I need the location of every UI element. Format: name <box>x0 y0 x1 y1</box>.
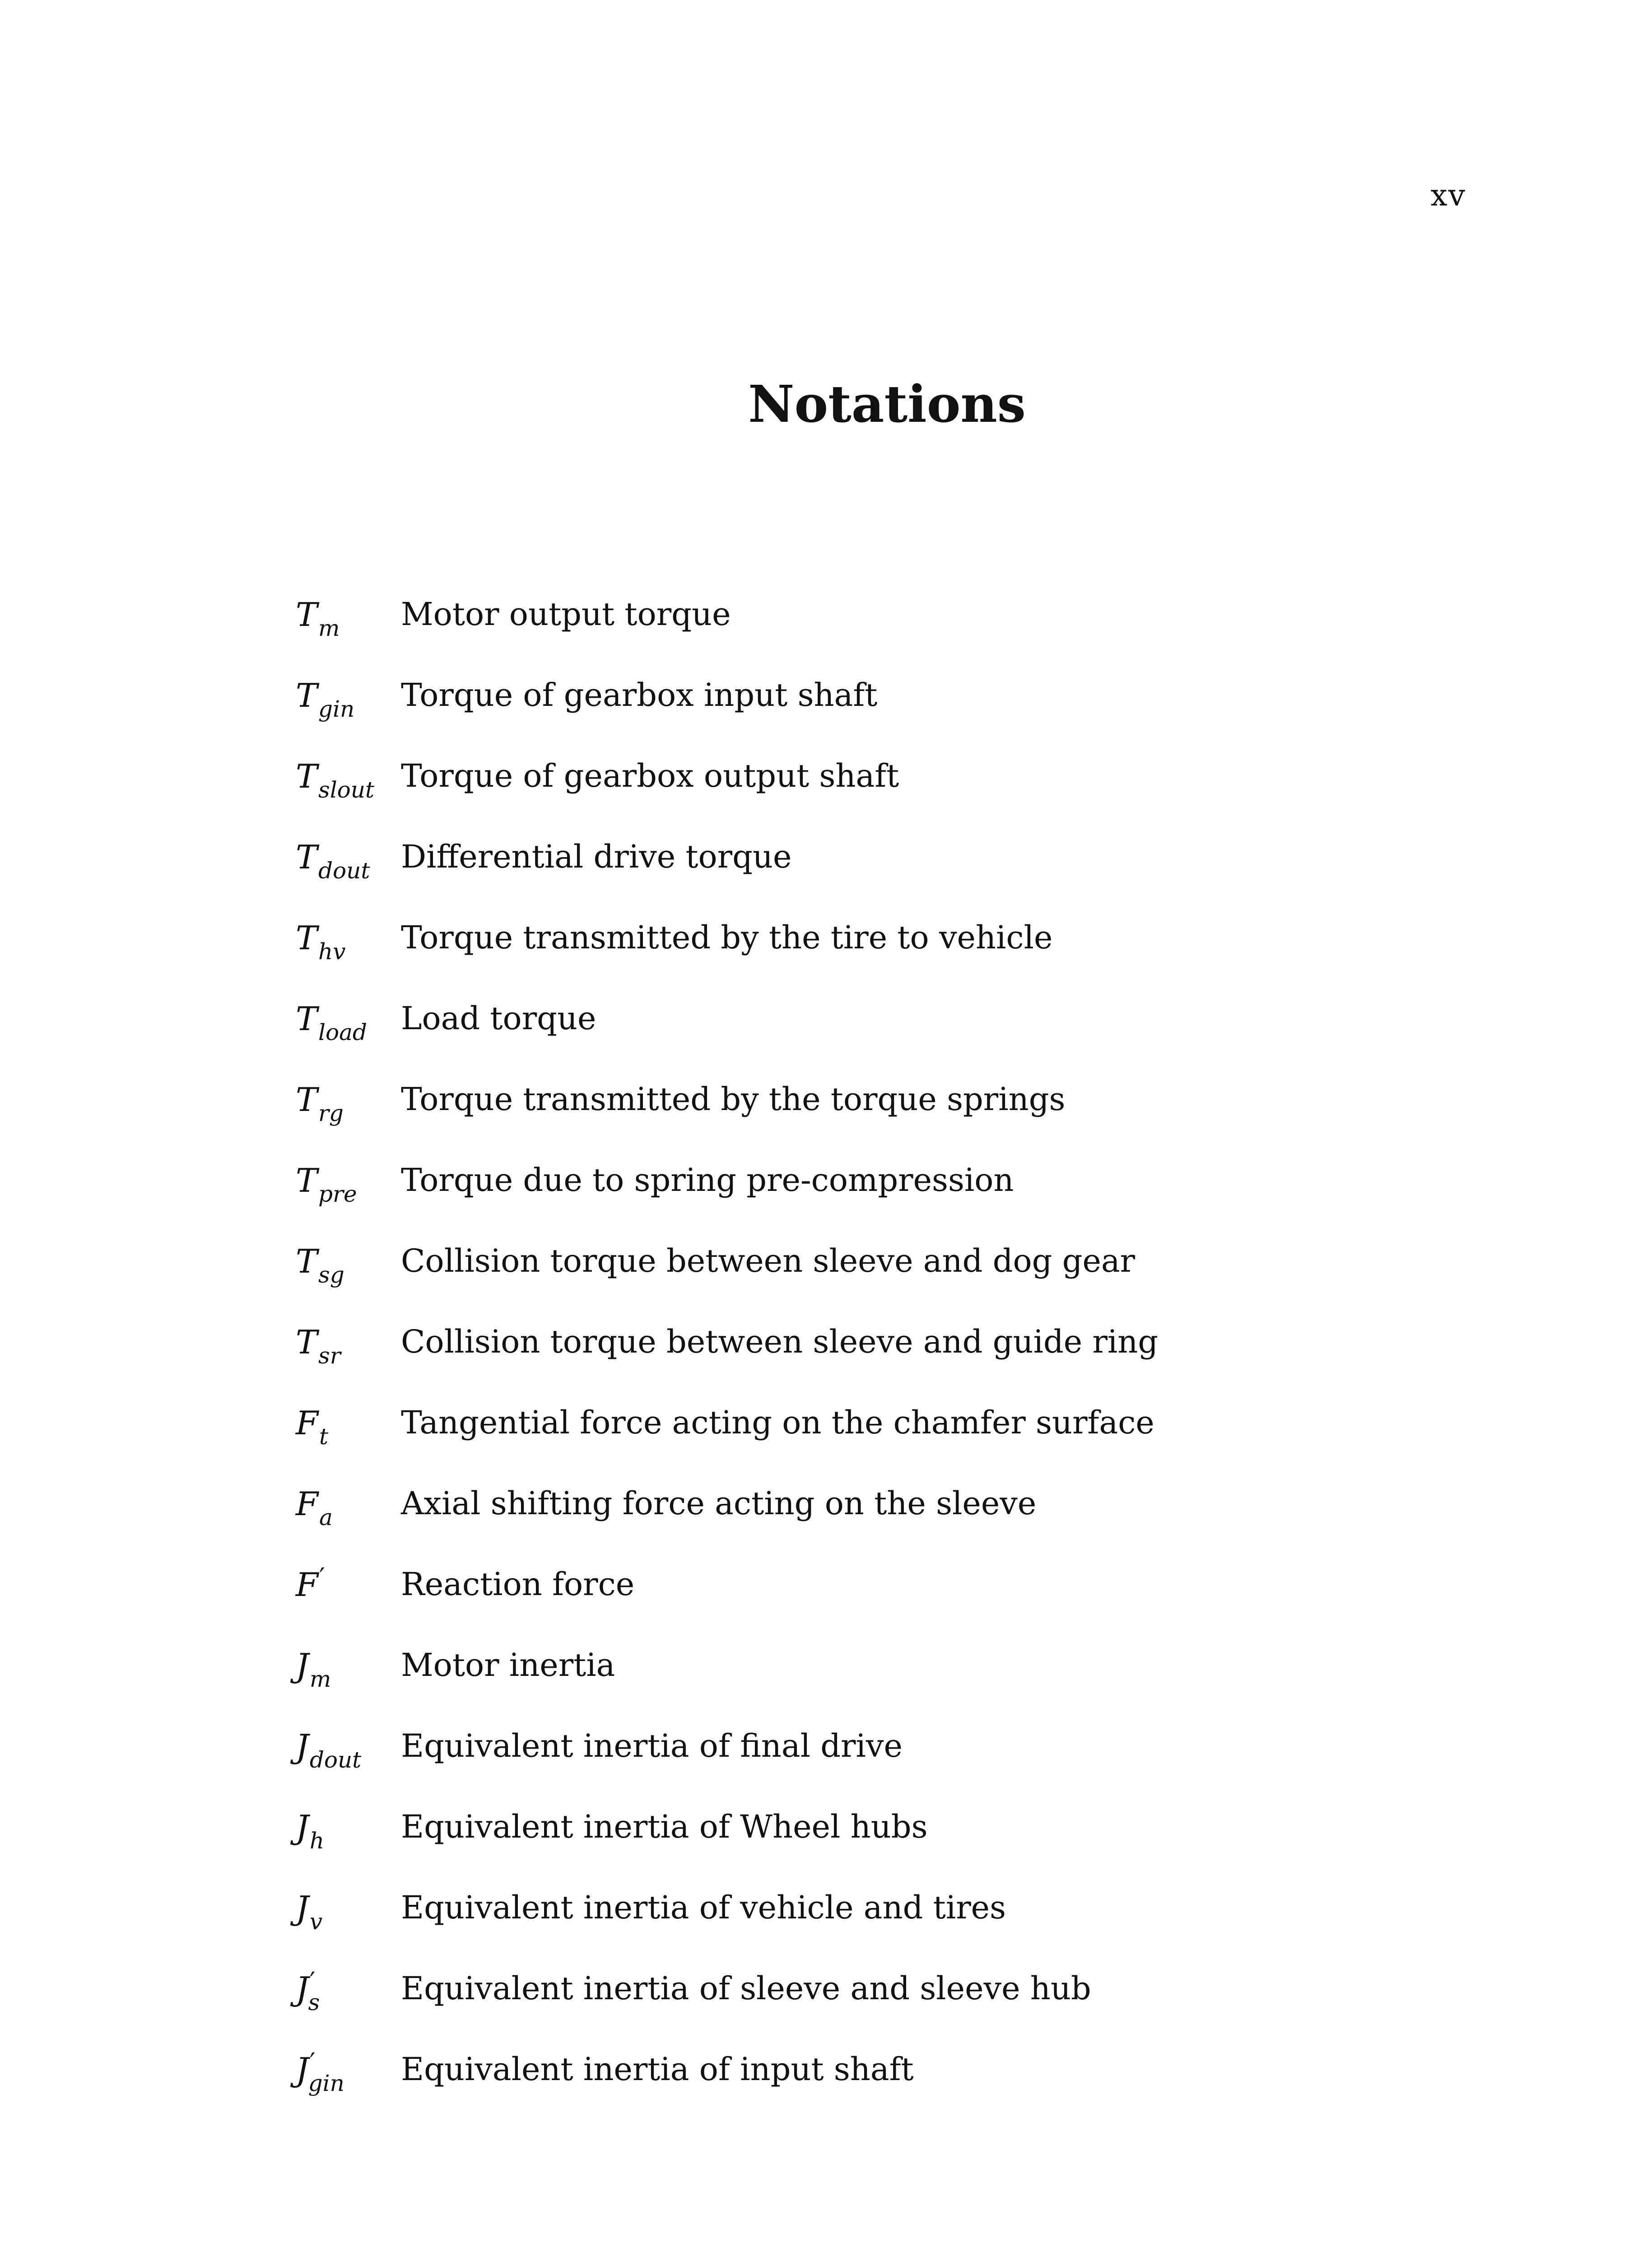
symbol-base: J <box>296 1970 309 2008</box>
notation-row <box>296 676 1470 760</box>
notation-description: Equivalent inertia of sleeve and sleeve hub <box>401 1970 1091 2007</box>
symbol-subscript: dout <box>309 1747 362 1773</box>
symbol-prime: ′ <box>309 1967 316 1997</box>
notation-description: Equivalent inertia of final drive <box>401 1727 903 1764</box>
symbol-subscript: m <box>309 1666 331 1692</box>
symbol-base: T <box>296 1242 318 1280</box>
notation-description: Tangential force acting on the chamfer surface <box>401 1404 1154 1441</box>
notation-symbol <box>296 919 346 965</box>
notation-symbol <box>296 1081 344 1126</box>
notation-description: Collision torque between sleeve and dog gear <box>401 1242 1135 1279</box>
notation-row <box>296 757 1470 841</box>
symbol-base: F <box>296 1404 318 1442</box>
page-title: Notations <box>748 375 1026 434</box>
notation-row <box>296 1323 1470 1407</box>
notation-symbol <box>296 1323 341 1369</box>
symbol-subscript: h <box>309 1828 325 1854</box>
notation-description: Axial shifting force acting on the sleeve <box>401 1485 1037 1522</box>
notation-symbol <box>296 1563 325 1604</box>
notation-symbol <box>296 1967 320 2015</box>
notation-symbol <box>296 757 375 803</box>
notation-symbol <box>296 1404 329 1450</box>
notation-row <box>296 1889 1470 1973</box>
notation-symbol <box>296 1727 362 1773</box>
notation-symbol <box>296 676 355 722</box>
notation-symbol <box>296 1000 367 1045</box>
notation-symbol <box>296 1808 325 1854</box>
symbol-prime: ′ <box>309 2048 316 2077</box>
notation-row <box>296 598 1470 679</box>
symbol-base: F <box>296 1566 318 1604</box>
symbol-base: F <box>296 1485 318 1523</box>
symbol-subscript: pre <box>318 1181 357 1207</box>
symbol-subscript: m <box>318 615 340 641</box>
notation-description: Differential drive torque <box>401 838 792 875</box>
notation-row <box>296 1242 1470 1326</box>
notation-symbol <box>296 1242 344 1288</box>
notation-description: Reaction force <box>401 1566 635 1603</box>
notation-description: Equivalent inertia of vehicle and tires <box>401 1889 1006 1926</box>
symbol-base: T <box>296 838 318 876</box>
notation-description: Motor output torque <box>401 596 731 633</box>
notation-description: Collision torque between sleeve and guide ring <box>401 1323 1159 1360</box>
notation-row <box>296 1808 1470 1892</box>
notation-row <box>296 1083 1470 1164</box>
symbol-subscript: a <box>319 1504 333 1530</box>
symbol-subscript: t <box>319 1423 329 1450</box>
notation-description: Torque of gearbox input shaft <box>401 676 878 714</box>
symbol-prime: ′ <box>319 1563 325 1592</box>
notation-description: Torque transmitted by the tire to vehicle <box>401 919 1053 956</box>
symbol-subscript: slout <box>318 777 375 803</box>
notation-description: Torque transmitted by the torque springs <box>401 1081 1066 1118</box>
notation-row <box>296 1000 1470 1083</box>
notation-list <box>296 598 1470 2134</box>
notation-row <box>296 1967 1470 2053</box>
notation-row <box>296 1404 1470 1488</box>
notation-description: Torque of gearbox output shaft <box>401 757 899 794</box>
notation-description: Load torque <box>401 1000 596 1037</box>
symbol-subscript: gin <box>318 696 355 722</box>
notation-description: Equivalent inertia of input shaft <box>401 2051 914 2088</box>
symbol-subscript: hv <box>318 938 346 965</box>
symbol-base: T <box>296 596 318 634</box>
notation-symbol <box>296 596 340 641</box>
page-number: xv <box>1430 178 1466 213</box>
notation-row <box>296 1485 1470 1568</box>
symbol-base: J <box>296 1647 309 1684</box>
symbol-base: J <box>296 1727 309 1765</box>
notation-symbol <box>296 1889 323 1935</box>
symbol-subscript: sg <box>318 1262 344 1288</box>
notation-symbol <box>296 1162 357 1207</box>
symbol-base: T <box>296 919 318 957</box>
symbol-subscript: dout <box>318 858 370 884</box>
notation-row <box>296 1649 1470 1730</box>
notation-row <box>296 1727 1470 1811</box>
symbol-subscript: gin <box>308 2070 344 2096</box>
symbol-subscript: rg <box>318 1100 344 1126</box>
notation-description: Torque due to spring pre-compression <box>401 1162 1014 1199</box>
symbol-subscript: sr <box>318 1343 341 1369</box>
notation-row <box>296 838 1470 922</box>
notation-row <box>296 1164 1470 1245</box>
symbol-base: J <box>296 1889 309 1927</box>
symbol-base: T <box>296 1081 318 1119</box>
notation-description: Equivalent inertia of Wheel hubs <box>401 1808 928 1845</box>
symbol-base: J <box>296 1808 309 1846</box>
symbol-base: T <box>296 676 318 714</box>
notation-description: Motor inertia <box>401 1647 615 1684</box>
notation-row <box>296 919 1470 1003</box>
symbol-subscript: v <box>309 1908 323 1935</box>
symbol-base: T <box>296 1323 318 1361</box>
symbol-base: J <box>296 2051 309 2089</box>
symbol-base: T <box>296 1000 318 1038</box>
symbol-subscript: s <box>308 1989 320 2015</box>
notation-symbol <box>296 1485 333 1530</box>
symbol-base: T <box>296 1162 318 1199</box>
notation-row <box>296 2048 1470 2134</box>
notation-row <box>296 1563 1470 1649</box>
symbol-base: T <box>296 757 318 795</box>
notation-symbol <box>296 2048 344 2096</box>
notation-symbol <box>296 838 370 884</box>
notation-symbol <box>296 1647 331 1692</box>
symbol-subscript: load <box>318 1019 367 1045</box>
